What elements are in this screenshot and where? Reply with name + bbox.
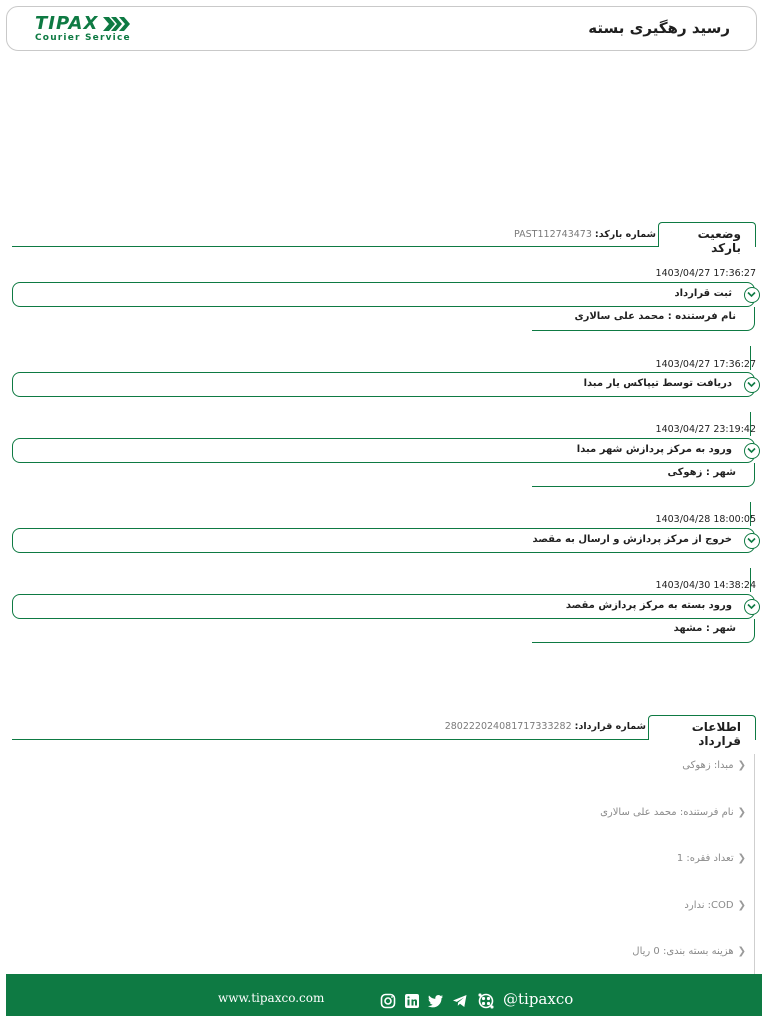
linkedin-icon[interactable] [404,993,420,1009]
contract-info-text: مبدا: زهوکی [682,760,734,771]
page-header [6,6,757,51]
timeline-event[interactable] [12,594,755,619]
chevron-down-icon[interactable] [744,533,760,549]
page-footer [6,974,762,1016]
event-timestamp: 1403/04/27 17:36:27 [655,268,756,279]
event-label: دریافت توسط تیپاکس یار مبدا [583,378,732,389]
page-title: رسید رهگیری بسته [588,19,730,37]
contract-info-text: تعداد فقره: 1 [676,853,734,864]
aparat-icon[interactable] [478,993,494,1009]
contract-info-item [677,853,746,864]
event-detail [532,463,755,487]
chevron-down-icon[interactable] [744,443,760,459]
barcode-number [514,229,656,240]
contract-section-divider [12,739,756,740]
contract-info-text: هزینه بسته بندی: 0 ریال [632,946,734,957]
tab-contract-info[interactable]: اطلاعات قرارداد [648,715,756,740]
event-detail [532,619,755,643]
chevron-down-icon[interactable] [744,377,760,393]
chevron-down-icon[interactable] [744,287,760,303]
contract-info-item [600,807,746,818]
event-label: ورود بسته به مرکز پردازش مقصد [565,600,732,611]
chevron-down-icon[interactable] [744,599,760,615]
event-detail [532,307,755,331]
barcode-value: PAST112743473 [514,229,592,240]
telegram-icon[interactable] [452,993,468,1009]
timeline-event[interactable] [12,372,755,397]
event-timestamp: 1403/04/28 18:00:05 [655,514,756,525]
chevron-left-icon: ❮ [737,853,746,864]
contract-label: شماره قرارداد: [574,721,646,732]
event-label: ثبت قرارداد [674,288,732,299]
contract-info-item [684,900,746,911]
tipax-logo[interactable] [35,15,131,45]
contract-value: 280222024081717333282 [444,721,572,732]
instagram-icon[interactable] [380,993,396,1009]
logo-stripes-icon [101,16,131,32]
event-label: خروج از مرکز پردازش و ارسال به مقصد [532,534,732,545]
event-timestamp: 1403/04/30 14:38:24 [655,580,756,591]
contract-info-item [682,760,746,771]
chevron-left-icon: ❮ [737,807,746,818]
barcode-label: شماره بارکد: [594,229,656,240]
event-detail-text: نام فرستنده : محمد علی سالاری [574,311,736,322]
chevron-left-icon: ❮ [737,900,746,911]
footer-social-handle[interactable]: @tipaxco [503,990,574,1008]
event-detail-text: شهر : مشهد [673,623,736,634]
logo-brand: TIPAX [35,13,99,34]
footer-website-link[interactable]: www.tipaxco.com [218,991,325,1005]
tab-barcode-status[interactable]: وضعیت بارکد [658,222,756,247]
event-detail-text: شهر : زهوکی [667,467,736,478]
contract-info-text: نام فرستنده: محمد علی سالاری [600,807,734,818]
timeline-event[interactable] [12,438,755,463]
event-timestamp: 1403/04/27 23:19:42 [655,424,756,435]
chevron-left-icon: ❮ [737,946,746,957]
timeline-event[interactable] [12,528,755,553]
contract-info-rail [754,754,755,974]
logo-tagline: Courier Service [35,33,131,43]
barcode-section-divider [12,246,756,247]
event-label: ورود به مرکز پردازش شهر مبدا [576,444,732,455]
contract-number [445,721,646,732]
event-timestamp: 1403/04/27 17:36:27 [655,359,756,370]
chevron-left-icon: ❮ [737,760,746,771]
twitter-icon[interactable] [428,993,444,1009]
contract-info-text: COD: ندارد [684,900,734,911]
contract-info-item [632,946,746,957]
timeline-event[interactable] [12,282,755,307]
